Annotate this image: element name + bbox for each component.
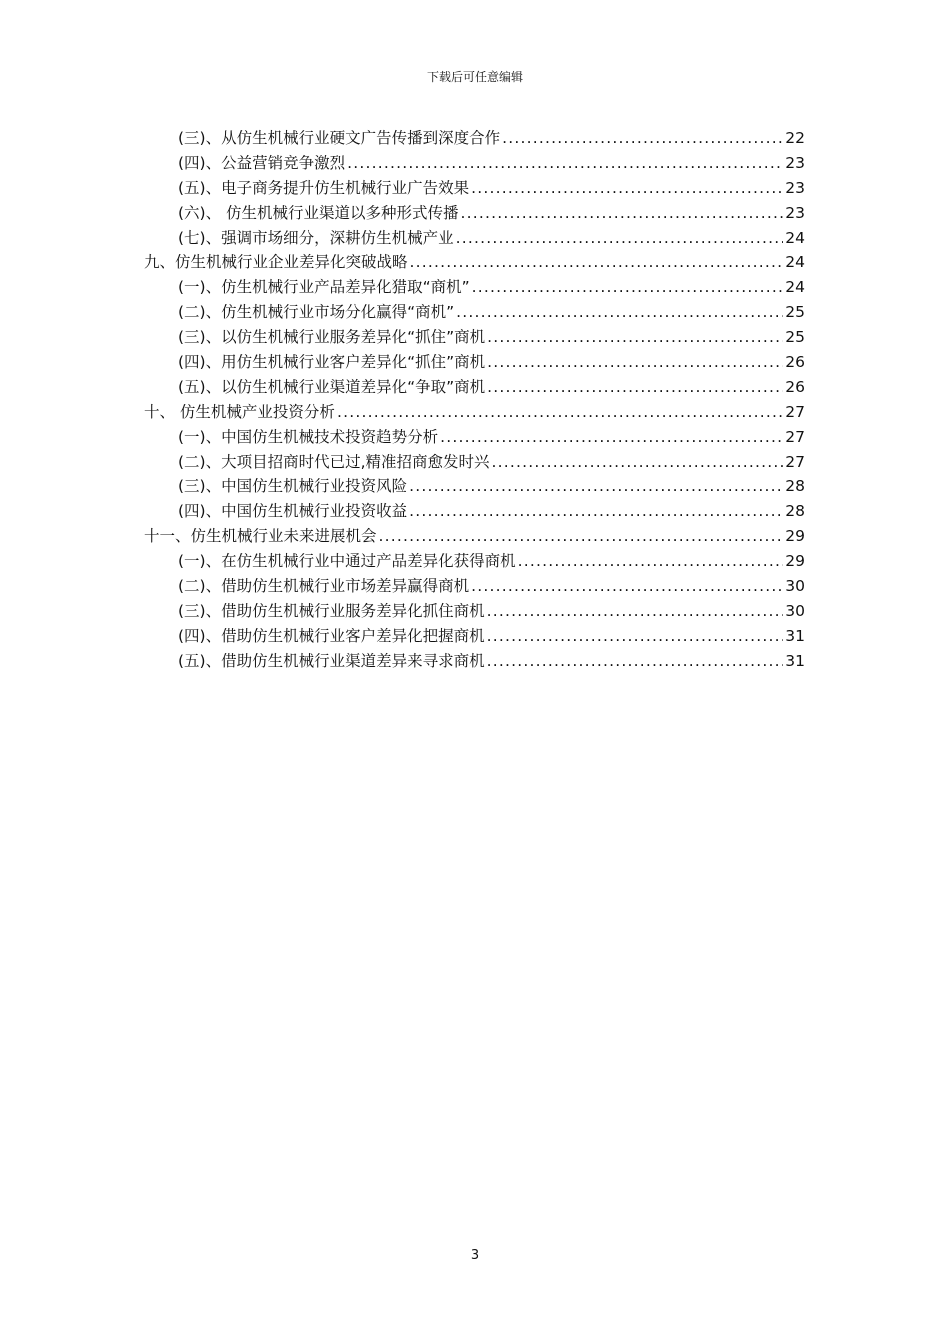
toc-dot-leader [409,474,783,499]
table-of-contents [144,126,805,674]
toc-entry-label: (三)、借助仿生机械行业服务差异化抓住商机 [178,601,485,620]
toc-dot-leader [487,375,783,400]
toc-dot-leader [472,275,784,300]
toc-dot-leader [471,574,783,599]
toc-entry-page: 25 [785,303,805,322]
toc-entry-label: (七)、强调市场细分，深耕仿生机械产业 [178,228,454,247]
toc-dot-leader [487,325,783,350]
toc-dot-leader [461,201,784,226]
toc-entry-label: (二)、大项目招商时代已过,精准招商愈发时兴 [178,452,490,471]
toc-entry-page: 29 [785,552,805,571]
toc-dot-leader [518,549,784,574]
toc-entry[interactable] [144,599,805,624]
toc-dot-leader [487,599,784,624]
toc-entry-page: 24 [785,278,805,297]
toc-entry[interactable] [144,201,805,226]
toc-entry[interactable] [144,126,805,151]
toc-dot-leader [379,524,784,549]
toc-entry-page: 30 [785,577,805,596]
toc-dot-leader [487,350,783,375]
toc-entry-label: (四)、中国仿生机械行业投资收益 [178,502,408,521]
toc-entry[interactable] [144,300,805,325]
toc-entry-label: (一)、在仿生机械行业中通过产品差异化获得商机 [178,552,516,571]
toc-entry-label: (二)、仿生机械行业市场分化赢得“商机” [178,303,455,322]
toc-entry-page: 25 [785,328,805,347]
toc-entry[interactable] [144,250,805,275]
toc-entry-page: 26 [785,377,805,396]
toc-entry-label: (四)、借助仿生机械行业客户差异化把握商机 [178,626,485,645]
toc-entry-label: (一)、中国仿生机械技术投资趋势分析 [178,427,439,446]
toc-entry-page: 31 [785,651,805,670]
page-number: 3 [470,1248,480,1263]
toc-dot-leader [487,649,784,674]
toc-entry-page: 30 [785,601,805,620]
toc-entry-page: 28 [785,477,805,496]
toc-dot-leader [347,151,783,176]
toc-dot-leader [409,499,783,524]
toc-entry-label: (四)、用仿生机械行业客户差异化“抓住”商机 [178,353,486,372]
toc-entry-page: 23 [785,153,805,172]
toc-entry[interactable] [144,549,805,574]
toc-entry-label: (二)、借助仿生机械行业市场差异赢得商机 [178,577,470,596]
toc-entry-page: 31 [785,626,805,645]
toc-entry-label: (三)、以仿生机械行业服务差异化“抓住”商机 [178,328,486,347]
toc-entry-page: 27 [785,427,805,446]
toc-entry-label: (三)、中国仿生机械行业投资风险 [178,477,408,496]
toc-entry[interactable] [144,450,805,475]
toc-entry-label: (一)、仿生机械行业产品差异化猎取“商机” [178,278,470,297]
toc-entry[interactable] [144,499,805,524]
toc-entry-label: (四)、公益营销竞争激烈 [178,153,346,172]
page-header: 下载后可任意编辑 [426,70,523,84]
toc-entry-label: 十、 仿生机械产业投资分析 [144,402,335,421]
toc-entry-page: 29 [785,527,805,546]
toc-entry[interactable] [144,375,805,400]
toc-entry[interactable] [144,176,805,201]
toc-entry-page: 27 [785,452,805,471]
toc-entry-page: 24 [785,253,805,272]
toc-entry-label: (三)、从仿生机械行业硬文广告传播到深度合作 [178,129,501,147]
toc-entry[interactable] [144,151,805,176]
toc-entry-page: 22 [785,129,805,147]
toc-entry[interactable] [144,400,805,425]
toc-entry-page: 28 [785,502,805,521]
toc-entry[interactable] [144,275,805,300]
toc-entry-page: 27 [785,402,805,421]
toc-dot-leader [410,250,784,275]
toc-dot-leader [440,425,783,450]
toc-dot-leader [337,400,783,425]
toc-entry[interactable] [144,350,805,375]
toc-entry-label: (五)、以仿生机械行业渠道差异化“争取”商机 [178,377,486,396]
toc-entry[interactable] [144,425,805,450]
toc-dot-leader [456,300,783,325]
toc-entry[interactable] [144,474,805,499]
toc-dot-leader [492,450,784,475]
toc-entry-label: 十一、仿生机械行业未来进展机会 [144,527,377,546]
toc-entry[interactable] [144,524,805,549]
toc-entry-label: (五)、电子商务提升仿生机械行业广告效果 [178,178,470,197]
toc-entry[interactable] [144,624,805,649]
toc-dot-leader [502,126,783,151]
toc-entry-page: 23 [785,203,805,222]
toc-entry-page: 23 [785,178,805,197]
toc-entry-label: (六)、 仿生机械行业渠道以多种形式传播 [178,203,459,222]
toc-dot-leader [471,176,783,201]
toc-entry[interactable] [144,325,805,350]
toc-entry-label: (五)、借助仿生机械行业渠道差异来寻求商机 [178,651,485,670]
toc-dot-leader [487,624,784,649]
toc-entry-page: 26 [785,353,805,372]
toc-dot-leader [456,226,784,251]
toc-entry[interactable] [144,649,805,674]
toc-entry[interactable] [144,226,805,251]
toc-entry-page: 24 [785,228,805,247]
toc-entry-label: 九、仿生机械行业企业差异化突破战略 [144,253,408,272]
toc-entry[interactable] [144,574,805,599]
